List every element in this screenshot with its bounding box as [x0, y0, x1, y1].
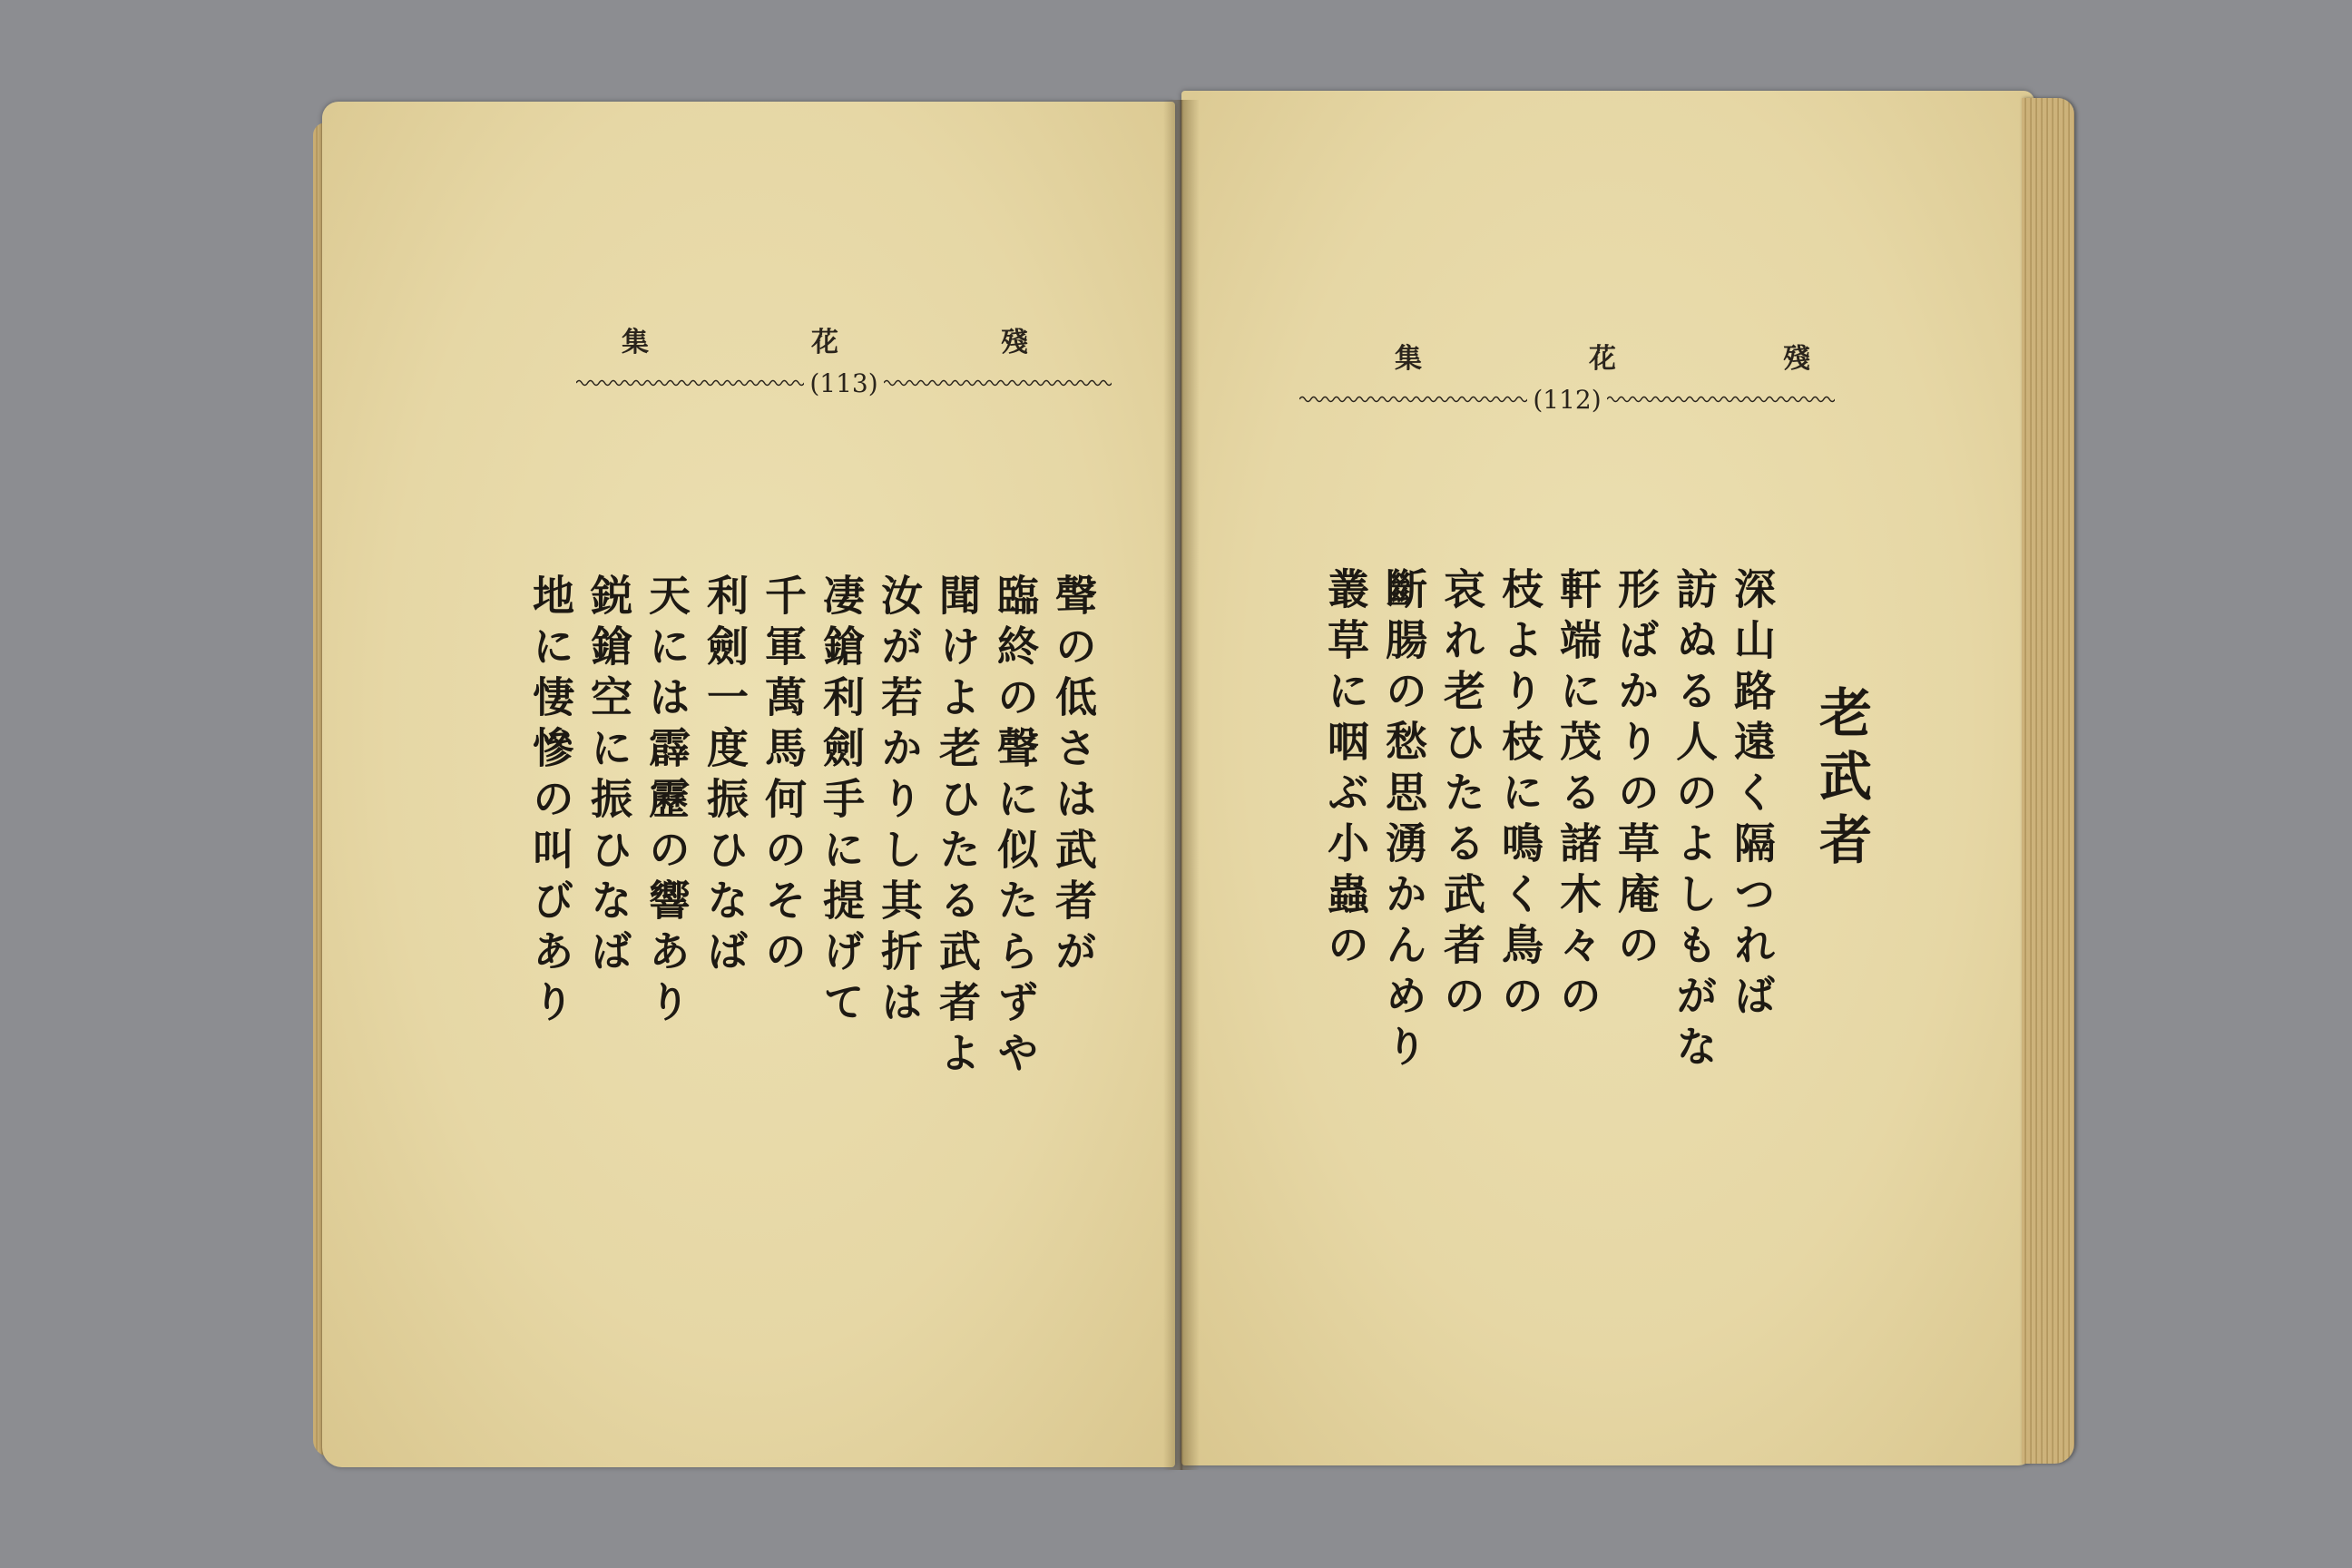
- running-head-char: 花: [1589, 343, 1618, 375]
- verse-block: [522, 573, 1102, 1082]
- verse-line: 軒端に茂る諸木々の: [1553, 567, 1602, 1024]
- page-number: (112): [1533, 384, 1602, 415]
- verse-line: 汝が若かりし其折は: [875, 573, 924, 1031]
- wave-ornament: [1607, 395, 1835, 404]
- verse-line: 臨終の聲に似たらずや: [991, 573, 1040, 1082]
- running-head-char: 集: [1395, 343, 1424, 375]
- running-head: [1395, 336, 1812, 376]
- verse-line: 鋭鎗空に振ひなば: [584, 573, 633, 980]
- right-page: [1181, 91, 2034, 1465]
- header-rule: [576, 368, 1112, 398]
- verse-line: 形ばかりの草庵の: [1612, 567, 1661, 974]
- verse-block: [1259, 567, 1781, 1075]
- poem-title: 老武者: [1810, 685, 1872, 876]
- right-page-edges: [2022, 98, 2074, 1464]
- verse-line: 利劍一度振ひなば: [701, 573, 750, 980]
- verse-line: 聞けよ老ひたる武者よ: [933, 573, 982, 1082]
- wave-ornament: [884, 378, 1112, 387]
- header-rule: [1299, 384, 1835, 415]
- verse-line: 凄鎗利劍手に提げて: [817, 573, 866, 1031]
- running-head-char: 殘: [1001, 327, 1030, 358]
- verse-line: 聲の低さは武者が: [1049, 573, 1098, 980]
- verse-line: 哀れ老ひたる武者の: [1437, 567, 1486, 1024]
- verse-line: 地に悽慘の叫びあり: [526, 573, 575, 1031]
- verse-line: 深山路遠く隔つれば: [1728, 567, 1777, 1024]
- verse-line: 枝より枝に鳴く鳥の: [1495, 567, 1544, 1024]
- running-head-char: 集: [622, 327, 651, 358]
- verse-line: 訪ぬる人のよしもがな: [1670, 567, 1719, 1075]
- wave-ornament: [1299, 395, 1527, 404]
- wave-ornament: [576, 378, 804, 387]
- running-head-char: 花: [811, 327, 840, 358]
- left-page: [322, 102, 1175, 1467]
- running-head: [622, 319, 1030, 359]
- verse-line: 叢草に咽ぶ小蟲の: [1321, 567, 1370, 974]
- verse-line: 斷腸の愁思湧かんめり: [1379, 567, 1428, 1075]
- verse-line: 千軍萬馬何のその: [759, 573, 808, 980]
- verse-line: 天には霹靂の響あり: [642, 573, 691, 1031]
- running-head-char: 殘: [1783, 343, 1812, 375]
- page-number: (113): [809, 368, 878, 398]
- book-gutter: [1163, 100, 1200, 1470]
